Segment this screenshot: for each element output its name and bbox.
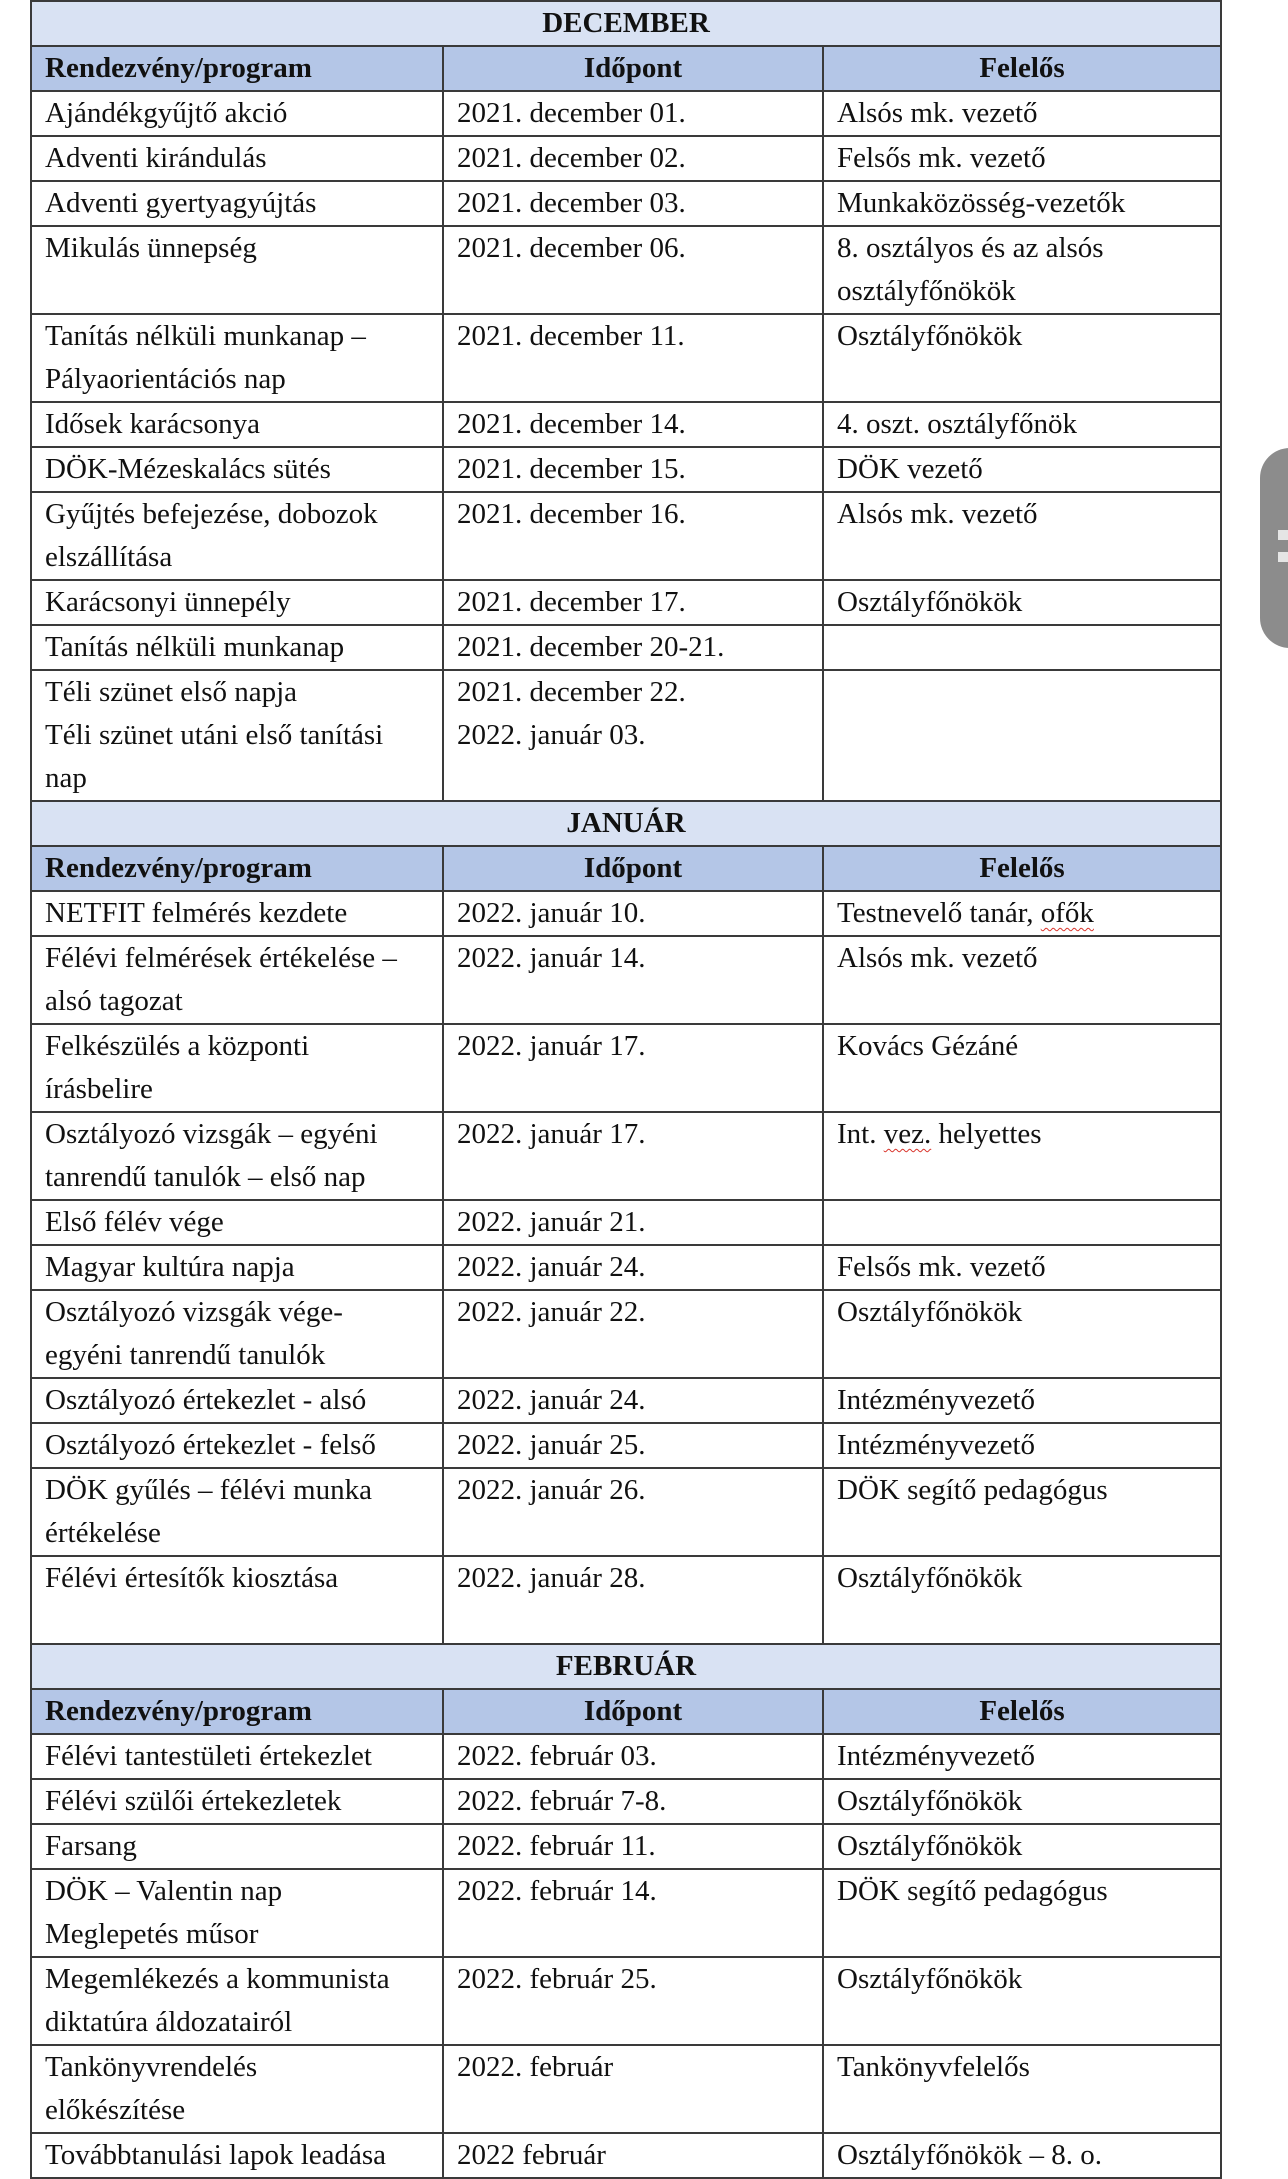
month-header-row — [31, 801, 1221, 846]
responsible-cell — [823, 1824, 1221, 1869]
side-scroll-handle[interactable] — [1260, 448, 1288, 648]
table-row — [31, 1245, 1221, 1290]
program-cell — [31, 91, 443, 136]
program-cell-line: Idősek karácsonya — [45, 408, 260, 440]
responsible-cell — [823, 1024, 1221, 1112]
date-cell-line: 2021. december 11. — [457, 320, 685, 352]
table-row — [31, 447, 1221, 492]
date-cell — [443, 936, 823, 1024]
program-cell-line: előkészítése — [45, 2094, 186, 2126]
date-cell-line: 2021. december 16. — [457, 498, 686, 530]
responsible-cell-line: DÖK vezető — [837, 453, 983, 485]
program-cell-line: Továbbtanulási lapok leadása — [45, 2139, 387, 2171]
date-header: Időpont — [443, 46, 823, 91]
table-row — [31, 1734, 1221, 1779]
program-cell — [31, 1468, 443, 1556]
date-cell — [443, 91, 823, 136]
events-table — [30, 0, 1222, 2179]
date-cell — [443, 447, 823, 492]
table-row — [31, 1378, 1221, 1423]
responsible-cell — [823, 1290, 1221, 1378]
table-row — [31, 670, 1221, 801]
program-cell — [31, 580, 443, 625]
responsible-cell-line: Osztályfőnökök — [837, 1562, 1023, 1594]
date-cell — [443, 402, 823, 447]
date-cell — [443, 1423, 823, 1468]
date-cell — [443, 136, 823, 181]
responsible-header: Felelős — [823, 846, 1221, 891]
responsible-header: Felelős — [823, 46, 1221, 91]
responsible-cell-line: Osztályfőnökök — [837, 320, 1023, 352]
date-cell — [443, 1779, 823, 1824]
responsible-cell — [823, 314, 1221, 402]
responsible-cell — [823, 625, 1221, 670]
program-cell-line: Osztályozó értekezlet - alsó — [45, 1384, 367, 1416]
date-cell — [443, 1734, 823, 1779]
responsible-cell-line — [837, 1201, 1207, 1244]
date-cell — [443, 1556, 823, 1644]
table-row — [31, 625, 1221, 670]
program-cell-line: Adventi gyertyagyújtás — [45, 187, 317, 219]
program-cell-line: Pályaorientációs nap — [45, 363, 286, 395]
date-cell-line: 2021. december 03. — [457, 187, 686, 219]
program-header: Rendezvény/program — [31, 46, 443, 91]
program-cell — [31, 936, 443, 1024]
responsible-cell-line: Alsós mk. vezető — [837, 97, 1038, 129]
date-cell — [443, 2133, 823, 2178]
program-cell — [31, 670, 443, 801]
table-row — [31, 492, 1221, 580]
date-cell-line: 2022. január 25. — [457, 1429, 646, 1461]
date-header: Időpont — [443, 1689, 823, 1734]
table-row — [31, 1957, 1221, 2045]
program-cell-line: írásbelire — [45, 1073, 153, 1105]
date-cell — [443, 625, 823, 670]
responsible-cell — [823, 1779, 1221, 1824]
date-cell-line: 2021. december 20-21. — [457, 631, 725, 663]
responsible-cell-line: Osztályfőnökök — [837, 1296, 1023, 1328]
date-cell — [443, 1245, 823, 1290]
date-cell-line: 2022. január 28. — [457, 1562, 646, 1594]
date-cell — [443, 2045, 823, 2133]
responsible-cell-line: DÖK segítő pedagógus — [837, 1474, 1108, 1506]
responsible-cell — [823, 136, 1221, 181]
responsible-cell — [823, 1556, 1221, 1644]
program-header: Rendezvény/program — [31, 846, 443, 891]
column-header-row — [31, 1689, 1221, 1734]
program-cell-line: Félévi értesítők kiosztása — [45, 1562, 339, 1594]
responsible-cell-line: Alsós mk. vezető — [837, 942, 1038, 974]
program-cell — [31, 226, 443, 314]
program-cell-line: Felkészülés a központi — [45, 1030, 310, 1062]
program-cell-line: Tanítás nélküli munkanap – — [45, 320, 366, 352]
date-cell — [443, 1378, 823, 1423]
program-header: Rendezvény/program — [31, 1689, 443, 1734]
responsible-cell — [823, 1734, 1221, 1779]
program-cell-line: egyéni tanrendű tanulók — [45, 1339, 326, 1371]
program-cell — [31, 492, 443, 580]
responsible-cell-line: DÖK segítő pedagógus — [837, 1875, 1108, 1907]
responsible-cell — [823, 891, 1221, 936]
table-row — [31, 136, 1221, 181]
program-cell-line: Mikulás ünnepség — [45, 232, 257, 264]
date-cell-line: 2022. január 22. — [457, 1296, 646, 1328]
table-row — [31, 91, 1221, 136]
responsible-cell — [823, 181, 1221, 226]
table-row — [31, 891, 1221, 936]
month-title: FEBRUÁR — [31, 1644, 1221, 1689]
table-row — [31, 1200, 1221, 1245]
program-cell-line: diktatúra áldozatairól — [45, 2006, 293, 2038]
responsible-cell — [823, 447, 1221, 492]
date-cell-line: 2022. február 14. — [457, 1875, 657, 1907]
program-cell-line: Megemlékezés a kommunista — [45, 1963, 390, 1995]
responsible-cell-line: Felsős mk. vezető — [837, 142, 1046, 174]
date-cell-line: 2022. február 03. — [457, 1740, 657, 1772]
responsible-cell-line: Int. vez. helyettes — [837, 1118, 1042, 1150]
date-cell-line: 2022. január 21. — [457, 1206, 646, 1238]
program-cell — [31, 181, 443, 226]
date-cell-line: 2021. december 01. — [457, 97, 686, 129]
date-cell-line: 2022. február 7-8. — [457, 1785, 667, 1817]
responsible-cell — [823, 2133, 1221, 2178]
date-cell — [443, 1024, 823, 1112]
responsible-cell-line: Intézményvezető — [837, 1384, 1036, 1416]
program-cell — [31, 1112, 443, 1200]
program-cell-line: alsó tagozat — [45, 985, 183, 1017]
responsible-cell-line — [837, 626, 1207, 669]
program-cell-line: DÖK – Valentin nap — [45, 1875, 283, 1907]
program-cell — [31, 2133, 443, 2178]
program-cell — [31, 1779, 443, 1824]
date-cell-line: 2021. december 02. — [457, 142, 686, 174]
responsible-cell-line: Osztályfőnökök — [837, 1785, 1023, 1817]
program-cell — [31, 1556, 443, 1644]
program-cell-line: DÖK gyűlés – félévi munka — [45, 1474, 372, 1506]
column-header-row — [31, 46, 1221, 91]
document-page — [30, 0, 1220, 2179]
program-cell — [31, 1024, 443, 1112]
program-cell-line: Félévi felmérések értékelése – — [45, 942, 397, 974]
date-cell-line: 2021. december 06. — [457, 232, 686, 264]
program-cell-line: Félévi szülői értekezletek — [45, 1785, 342, 1817]
table-row — [31, 181, 1221, 226]
responsible-cell-line: Osztályfőnökök – 8. o. — [837, 2139, 1102, 2171]
date-cell-line: 2022. január 24. — [457, 1251, 646, 1283]
program-cell — [31, 625, 443, 670]
date-cell — [443, 670, 823, 801]
date-cell-line: 2022. január 10. — [457, 897, 646, 929]
program-cell-line: Félévi tantestületi értekezlet — [45, 1740, 372, 1772]
responsible-header: Felelős — [823, 1689, 1221, 1734]
program-cell-line: Első félév vége — [45, 1206, 224, 1238]
date-cell — [443, 1957, 823, 2045]
responsible-cell-line: 8. osztályos és az alsós — [837, 232, 1104, 264]
date-cell — [443, 226, 823, 314]
date-cell-line: 2022. január 17. — [457, 1118, 646, 1150]
program-cell-line: tanrendű tanulók – első nap — [45, 1161, 366, 1193]
table-row — [31, 226, 1221, 314]
responsible-cell-line: Alsós mk. vezető — [837, 498, 1038, 530]
responsible-cell — [823, 1869, 1221, 1957]
date-cell-line: 2022. február 25. — [457, 1963, 657, 1995]
date-cell — [443, 314, 823, 402]
table-row — [31, 1779, 1221, 1824]
table-row — [31, 1869, 1221, 1957]
date-cell — [443, 181, 823, 226]
date-cell — [443, 1200, 823, 1245]
program-cell-line: Magyar kultúra napja — [45, 1251, 295, 1283]
handle-dot-icon — [1278, 530, 1288, 540]
program-cell — [31, 402, 443, 447]
month-title: JANUÁR — [31, 801, 1221, 846]
table-row — [31, 402, 1221, 447]
program-cell-line: Osztályozó értekezlet - felső — [45, 1429, 376, 1461]
date-cell — [443, 891, 823, 936]
responsible-cell-line — [837, 671, 1207, 714]
program-cell — [31, 2045, 443, 2133]
table-row — [31, 1423, 1221, 1468]
date-cell-line: 2022. január 26. — [457, 1474, 646, 1506]
program-cell — [31, 1245, 443, 1290]
program-cell — [31, 1734, 443, 1779]
responsible-cell-line: osztályfőnökök — [837, 275, 1016, 307]
program-cell-line: Farsang — [45, 1830, 137, 1862]
date-cell-line: 2022. február 11. — [457, 1830, 656, 1862]
program-cell — [31, 1957, 443, 2045]
program-cell — [31, 1290, 443, 1378]
date-header: Időpont — [443, 846, 823, 891]
responsible-cell-line: Munkaközösség-vezetők — [837, 187, 1126, 219]
responsible-cell — [823, 1468, 1221, 1556]
responsible-cell — [823, 1200, 1221, 1245]
date-cell — [443, 1290, 823, 1378]
program-cell-line: Adventi kirándulás — [45, 142, 267, 174]
table-row — [31, 580, 1221, 625]
program-cell-line: Téli szünet első napja — [45, 676, 298, 708]
table-row — [31, 1024, 1221, 1112]
table-row — [31, 1824, 1221, 1869]
month-header-row — [31, 1644, 1221, 1689]
table-row — [31, 2045, 1221, 2133]
date-cell-line: 2022. január 24. — [457, 1384, 646, 1416]
table-row — [31, 1112, 1221, 1200]
date-cell — [443, 1824, 823, 1869]
responsible-cell-line: Kovács Gézáné — [837, 1030, 1019, 1062]
date-cell — [443, 1112, 823, 1200]
handle-dot-icon — [1278, 552, 1288, 562]
program-cell — [31, 1423, 443, 1468]
date-cell — [443, 580, 823, 625]
program-cell — [31, 1869, 443, 1957]
program-cell-line: Osztályozó vizsgák – egyéni — [45, 1118, 378, 1150]
table-row — [31, 314, 1221, 402]
responsible-cell — [823, 1957, 1221, 2045]
program-cell-line: Tankönyvrendelés — [45, 2051, 258, 2083]
responsible-cell — [823, 670, 1221, 801]
column-header-row — [31, 846, 1221, 891]
responsible-cell — [823, 402, 1221, 447]
table-row — [31, 1556, 1221, 1644]
responsible-cell — [823, 1423, 1221, 1468]
table-row — [31, 2133, 1221, 2178]
responsible-cell-line: Osztályfőnökök — [837, 586, 1023, 618]
program-cell-line: értékelése — [45, 1517, 161, 1549]
table-row — [31, 936, 1221, 1024]
date-cell-line: 2022. január 03. — [457, 719, 646, 751]
date-cell — [443, 1869, 823, 1957]
program-cell-line: NETFIT felmérés kezdete — [45, 897, 348, 929]
program-cell — [31, 1378, 443, 1423]
date-cell-line: 2021. december 17. — [457, 586, 686, 618]
responsible-cell — [823, 1378, 1221, 1423]
program-cell — [31, 1824, 443, 1869]
responsible-cell — [823, 492, 1221, 580]
responsible-cell-line: Felsős mk. vezető — [837, 1251, 1046, 1283]
responsible-cell-line: Testnevelő tanár, ofők — [837, 897, 1094, 929]
program-cell-line: Gyűjtés befejezése, dobozok — [45, 498, 378, 530]
program-cell-line: Meglepetés műsor — [45, 1918, 259, 1950]
responsible-cell-line: 4. oszt. osztályfőnök — [837, 408, 1078, 440]
month-title: DECEMBER — [31, 1, 1221, 46]
date-cell — [443, 1468, 823, 1556]
date-cell-line: 2021. december 15. — [457, 453, 686, 485]
responsible-cell — [823, 936, 1221, 1024]
date-cell-line: 2021. december 22. — [457, 676, 686, 708]
table-row — [31, 1468, 1221, 1556]
responsible-cell — [823, 2045, 1221, 2133]
responsible-cell-line: Intézményvezető — [837, 1740, 1036, 1772]
responsible-cell-line: Osztályfőnökök — [837, 1830, 1023, 1862]
date-cell-line: 2022 február — [457, 2139, 606, 2171]
responsible-cell-line: Intézményvezető — [837, 1429, 1036, 1461]
program-cell-line: Karácsonyi ünnepély — [45, 586, 291, 618]
table-row — [31, 1290, 1221, 1378]
program-cell — [31, 1200, 443, 1245]
program-cell-line: nap — [45, 762, 87, 794]
date-cell-line: 2021. december 14. — [457, 408, 686, 440]
program-cell — [31, 447, 443, 492]
responsible-cell-line: Tankönyvfelelős — [837, 2051, 1030, 2083]
program-cell-line: Ajándékgyűjtő akció — [45, 97, 288, 129]
responsible-cell — [823, 580, 1221, 625]
date-cell-line: 2022. január 17. — [457, 1030, 646, 1062]
program-cell — [31, 891, 443, 936]
program-cell-line: DÖK-Mézeskalács sütés — [45, 453, 331, 485]
responsible-cell — [823, 1112, 1221, 1200]
program-cell — [31, 314, 443, 402]
responsible-cell-line: Osztályfőnökök — [837, 1963, 1023, 1995]
date-cell-line: 2022. február — [457, 2051, 614, 2083]
month-header-row — [31, 1, 1221, 46]
program-cell — [31, 136, 443, 181]
responsible-cell — [823, 226, 1221, 314]
responsible-cell — [823, 91, 1221, 136]
responsible-cell — [823, 1245, 1221, 1290]
program-cell-line: elszállítása — [45, 541, 173, 573]
program-cell-line: Osztályozó vizsgák vége- — [45, 1296, 343, 1328]
date-cell-line: 2022. január 14. — [457, 942, 646, 974]
program-cell-line: Tanítás nélküli munkanap — [45, 631, 345, 663]
date-cell — [443, 492, 823, 580]
program-cell-line: Téli szünet utáni első tanítási — [45, 719, 384, 751]
